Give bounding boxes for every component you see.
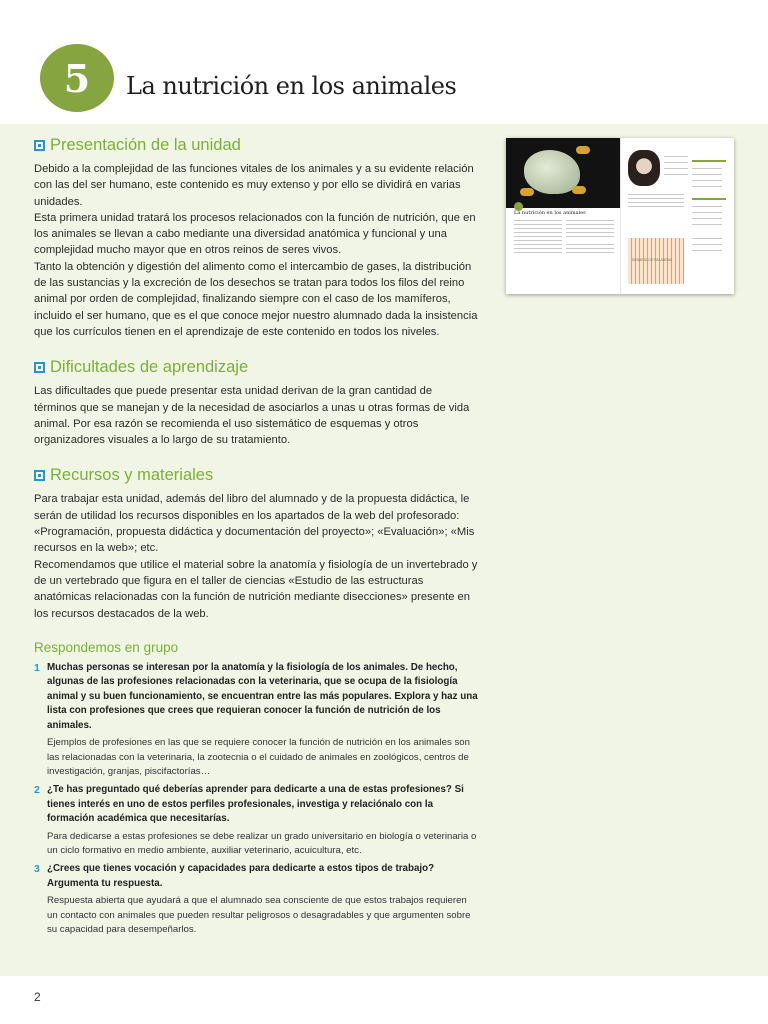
text-line <box>514 252 562 253</box>
section-title-text: Presentación de la unidad <box>50 136 241 154</box>
section-difficulties <box>34 358 478 448</box>
text-line <box>692 212 722 213</box>
text-line <box>692 174 722 175</box>
text-line <box>692 250 722 251</box>
question-number: 3 <box>34 863 40 876</box>
fingerprint-label: DESAFÍO DE PALABRAS <box>632 258 673 262</box>
section-title-text: Dificultades de aprendizaje <box>50 358 249 377</box>
question-item <box>34 783 478 827</box>
text-line <box>692 206 722 207</box>
frog-foot-icon <box>520 188 534 196</box>
frog-photo <box>506 138 620 208</box>
section-title <box>34 466 478 485</box>
section-presentation <box>34 136 478 340</box>
question-item <box>34 661 478 734</box>
text-line <box>692 244 722 245</box>
text-line <box>628 198 684 199</box>
frog-foot-icon <box>572 186 586 194</box>
text-line <box>514 248 562 249</box>
paragraph: Recomendamos que utilice el material sobre la anatomía y fisiología de un invertebrado y de un vertebrado que figura en el taller de ciencias «Estudio de las estructuras anatómicas relacionadas con la función de nutrición mediante disecciones» presente en los recursos destacados de la web. <box>34 558 478 620</box>
answer-text: Ejemplos de profesiones en las que se requiere conocer la función de nutrición en los animales son las relacionadas con la veterinaria, la zootecnia o el cuidado de animales en zoológicos, centros de investigación, granjas, piscifactorías… <box>47 737 470 777</box>
text-line <box>692 238 722 239</box>
question-text: ¿Crees que tienes vocación y capacidades para dedicarte a estos tipos de trabajo? Argumenta tu respuesta. <box>47 863 435 889</box>
main-content <box>34 136 478 941</box>
text-line <box>566 244 614 245</box>
square-bullet-icon <box>34 140 45 151</box>
text-line <box>566 248 614 249</box>
section-title-text: Recursos y materiales <box>50 466 214 485</box>
question-number: 2 <box>34 784 40 797</box>
section-title <box>34 136 478 155</box>
text-line <box>566 228 614 229</box>
text-line <box>628 194 684 195</box>
paragraph: Las dificultades que puede presentar esta unidad derivan de la gran cantidad de términos que se manejan y de la necesidad de asociarlos a unas u otras formas de vida animal. Por esa razón se recomienda el uso sistemático de esquemas y otros organizadores visuales a lo largo de su tratamiento. <box>34 385 470 447</box>
paragraph: Tanto la obtención y digestión del alimento como el intercambio de gases, la distribución de las sustancias y la excreción de los desechos se tratan para todos los filos del reino animal por orden de complejidad, finalizando siempre con el caso de los mamíferos, incluido el ser humano, que es el que conoce mejor nuestro alumnado dada la insistencia que los currículos tienen en el aprendizaje de este contenido en todos los niveles. <box>34 260 478 338</box>
question-text: ¿Te has preguntado qué deberías aprender para dedicarte a una de estas profesiones? Si tienes interés en uno de estos perfiles profesionales, investiga y relaciónalo con la formación académica que necesitarías. <box>47 784 464 825</box>
text-line <box>664 156 688 157</box>
answer-text: Respuesta abierta que ayudará a que el alumnado sea consciente de que estos trabajos requieren un contacto con animales que pueden resultar peligrosos o desagradables y que argumenten sobre su capacidad para desempeñarlos. <box>47 895 471 935</box>
group-title: Respondemos en grupo <box>34 639 179 655</box>
unit-title: La nutrición en los animales <box>126 72 457 100</box>
text-line <box>664 174 688 175</box>
book-spread-thumbnail <box>506 138 734 294</box>
text-line <box>566 236 614 237</box>
unit-number: 5 <box>63 55 91 101</box>
square-bullet-icon <box>34 470 45 481</box>
page-number: 2 <box>34 990 41 1004</box>
section-title <box>34 358 478 377</box>
text-line <box>664 168 688 169</box>
unit-number-badge <box>40 44 114 112</box>
square-bullet-icon <box>34 362 45 373</box>
text-line <box>566 232 614 233</box>
text-line <box>566 220 614 221</box>
text-line <box>514 228 562 229</box>
text-line <box>514 232 562 233</box>
text-line <box>692 186 722 187</box>
frog-foot-icon <box>576 146 590 154</box>
text-line <box>514 244 562 245</box>
text-line <box>628 206 684 207</box>
text-line <box>692 224 722 225</box>
question-item <box>34 862 478 891</box>
text-line <box>514 224 562 225</box>
text-line <box>566 224 614 225</box>
paragraph: Para trabajar esta unidad, además del libro del alumnado y de la propuesta didáctica, le serán de utilidad los recursos disponibles en los apartados de la web del profesorado: «Programación, propuesta didáctica y documentación del proyecto»; «Evaluación»; «Mis recursos en la web»; etc. <box>34 493 475 555</box>
text-line <box>514 236 562 237</box>
text-line <box>514 240 562 241</box>
question-number: 1 <box>34 661 40 674</box>
green-heading-bar <box>692 198 726 200</box>
section-resources <box>34 466 478 621</box>
text-line <box>692 180 722 181</box>
answer-text: Para dedicarse a estas profesiones se debe realizar un grado universitario en biología o veterinaria o un ciclo formativo en medio ambiente, auxiliar veterinario, acuicultura, etc. <box>47 830 477 857</box>
text-line <box>514 220 562 221</box>
spread-gutter <box>620 138 621 294</box>
text-line <box>566 252 614 253</box>
question-text: Muchas personas se interesan por la anatomía y la fisiología de los animales. De hecho, algunas de las profesiones relacionadas con la veterinaria, que se ocupa de la fisiología animal y su buen funcionamiento, se encuentran entre las más populares. Explora y haz una lista con profesiones que crees que requieran conocer la función de nutrición de los animales. <box>47 661 478 731</box>
group-questions <box>34 640 478 937</box>
green-heading-bar <box>692 160 726 162</box>
paragraph: Esta primera unidad tratará los procesos relacionados con la función de nutrición, que en los animales se llevan a cabo mediante una diversidad anatómica y funcional y una complejidad mucho mayor que en otros reinos de seres vivos. <box>34 211 476 257</box>
text-line <box>664 162 688 163</box>
paragraph: Debido a la complejidad de las funciones vitales de los animales y a su evidente relación con las del ser humano, este contenido es muy extenso y por ello se dividirá en varias unidades. <box>34 163 474 208</box>
portrait-image <box>628 150 660 186</box>
text-line <box>628 202 684 203</box>
page-header <box>0 0 768 124</box>
text-line <box>692 168 722 169</box>
text-line <box>692 218 722 219</box>
thumbnail-title: La nutrición en los animales <box>514 210 586 216</box>
